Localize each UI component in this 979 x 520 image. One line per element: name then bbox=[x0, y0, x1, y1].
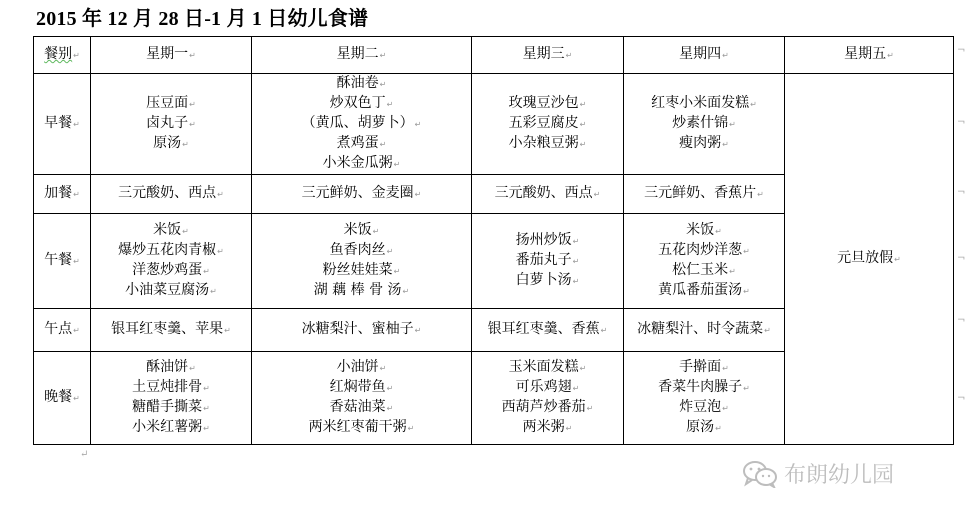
menu-item bbox=[252, 134, 471, 154]
day-header-label: 星期一 bbox=[146, 46, 189, 62]
meal-name-cell bbox=[34, 352, 91, 445]
menu-item bbox=[472, 398, 623, 418]
menu-item bbox=[252, 221, 471, 241]
paragraph-mark: ↵ bbox=[379, 364, 387, 373]
paragraph-mark: ↵ bbox=[750, 100, 757, 109]
menu-cell bbox=[252, 352, 472, 445]
menu-item bbox=[252, 320, 471, 340]
paragraph-mark: ↵ bbox=[572, 257, 580, 266]
cell-end-mark: ¬ bbox=[957, 253, 966, 264]
menu-cell bbox=[252, 175, 472, 214]
paragraph-mark: ↵ bbox=[189, 51, 196, 60]
watermark-text: 布朗幼儿园 bbox=[784, 463, 895, 488]
menu-item bbox=[472, 358, 623, 378]
paragraph-mark: ↵ bbox=[217, 190, 224, 199]
menu-cell bbox=[624, 309, 785, 352]
menu-item bbox=[252, 154, 471, 174]
paragraph-mark: ↵ bbox=[887, 51, 894, 60]
paragraph-mark: ↵ bbox=[203, 267, 210, 276]
menu-item-text: 米饭 bbox=[153, 222, 182, 238]
menu-item bbox=[624, 281, 784, 301]
menu-item bbox=[624, 320, 784, 340]
meal-name: 午点 bbox=[44, 321, 73, 337]
paragraph-mark: ↵ bbox=[586, 404, 594, 413]
menu-item-text: 红枣小米面发糕 bbox=[651, 95, 750, 111]
menu-item bbox=[252, 94, 471, 114]
menu-item-text: 玉米面发糕 bbox=[508, 359, 579, 375]
paragraph-mark: ↵ bbox=[572, 277, 580, 286]
menu-item-text: 西葫芦炒番茄 bbox=[501, 399, 586, 415]
corner-cell bbox=[34, 37, 91, 74]
paragraph-mark: ↵ bbox=[73, 394, 80, 403]
menu-item bbox=[624, 241, 784, 261]
menu-cell bbox=[624, 74, 785, 175]
menu-item-text: 三元鲜奶、金麦圈 bbox=[301, 185, 414, 201]
menu-item-text: 三元酸奶、西点 bbox=[118, 185, 217, 201]
menu-item bbox=[472, 320, 623, 340]
day-header-label: 星期四 bbox=[679, 46, 722, 62]
menu-item-text: 冰糖梨汁、蜜柚子 bbox=[301, 321, 414, 337]
paragraph-mark: ↵ bbox=[579, 120, 587, 129]
menu-item bbox=[91, 134, 251, 154]
menu-item bbox=[91, 398, 251, 418]
menu-item bbox=[624, 134, 784, 154]
cell-end-mark: ¬ bbox=[957, 187, 966, 198]
paragraph-mark: ↵ bbox=[386, 384, 394, 393]
paragraph-mark: ↵ bbox=[402, 287, 410, 296]
menu-item bbox=[252, 261, 471, 281]
menu-item-text: 炸豆泡 bbox=[679, 399, 722, 415]
menu-item bbox=[624, 221, 784, 241]
menu-item-text: 粉丝娃娃菜 bbox=[322, 262, 393, 278]
menu-item bbox=[252, 418, 471, 438]
menu-cell bbox=[252, 214, 472, 309]
menu-item bbox=[91, 261, 251, 281]
paragraph-mark: ↵ bbox=[80, 449, 89, 460]
paragraph-mark: ↵ bbox=[414, 326, 422, 335]
paragraph-mark: ↵ bbox=[743, 384, 750, 393]
menu-item-text: 酥油饼 bbox=[146, 359, 189, 375]
menu-item-text: 五花肉炒洋葱 bbox=[658, 242, 743, 258]
paragraph-mark: ↵ bbox=[565, 51, 573, 60]
meal-name: 早餐 bbox=[44, 115, 73, 131]
menu-item bbox=[252, 184, 471, 204]
meal-name: 加餐 bbox=[44, 185, 73, 201]
paragraph-mark: ↵ bbox=[407, 424, 415, 433]
menu-item bbox=[624, 184, 784, 204]
day-header bbox=[785, 37, 954, 74]
meal-name: 午餐 bbox=[44, 252, 73, 268]
menu-cell bbox=[624, 175, 785, 214]
menu-item-text: （黄瓜、胡萝卜） bbox=[301, 115, 414, 131]
paragraph-mark: ↵ bbox=[579, 364, 587, 373]
menu-item-text: 土豆炖排骨 bbox=[132, 379, 203, 395]
paragraph-mark: ↵ bbox=[593, 190, 601, 199]
paragraph-mark: ↵ bbox=[722, 140, 729, 149]
menu-item-text: 炒素什锦 bbox=[672, 115, 729, 131]
menu-cell bbox=[91, 175, 252, 214]
menu-cell bbox=[472, 214, 624, 309]
meal-name-cell bbox=[34, 175, 91, 214]
cell-end-mark: ¬ bbox=[957, 45, 966, 56]
menu-item-text: 玫瑰豆沙包 bbox=[508, 95, 579, 111]
menu-item bbox=[91, 114, 251, 134]
menu-item bbox=[624, 261, 784, 281]
menu-item-text: 卤丸子 bbox=[146, 115, 189, 131]
paragraph-mark: ↵ bbox=[722, 364, 729, 373]
menu-item bbox=[472, 184, 623, 204]
menu-cell bbox=[472, 309, 624, 352]
menu-item-text: 米饭 bbox=[343, 222, 372, 238]
header-row bbox=[34, 37, 954, 74]
menu-item-text: 小米红薯粥 bbox=[132, 419, 203, 435]
menu-item-text: 三元酸奶、西点 bbox=[494, 185, 593, 201]
menu-item bbox=[472, 378, 623, 398]
menu-item bbox=[91, 184, 251, 204]
paragraph-mark: ↵ bbox=[224, 326, 231, 335]
menu-item bbox=[91, 378, 251, 398]
menu-item bbox=[472, 251, 623, 271]
menu-item bbox=[91, 418, 251, 438]
menu-item-text: 可乐鸡翅 bbox=[515, 379, 572, 395]
menu-cell bbox=[624, 352, 785, 445]
menu-item-text: 湖 藕 棒 骨 汤 bbox=[313, 282, 402, 298]
cell-end-mark: ¬ bbox=[957, 315, 966, 326]
wechat-icon bbox=[742, 460, 778, 488]
menu-item-text: 番茄丸子 bbox=[515, 252, 572, 268]
menu-item bbox=[624, 378, 784, 398]
paragraph-mark: ↵ bbox=[379, 80, 387, 89]
menu-item-text: 小油菜豆腐汤 bbox=[125, 282, 210, 298]
paragraph-mark: ↵ bbox=[894, 255, 901, 264]
menu-item-text: 洋葱炒鸡蛋 bbox=[132, 262, 203, 278]
menu-item-text: 小杂粮豆粥 bbox=[508, 135, 579, 151]
menu-item bbox=[624, 418, 784, 438]
cell-end-mark: ¬ bbox=[957, 393, 966, 404]
menu-item-text: 冰糖梨汁、时令蔬菜 bbox=[637, 321, 764, 337]
day-header bbox=[624, 37, 785, 74]
day-header bbox=[252, 37, 472, 74]
paragraph-mark: ↵ bbox=[189, 100, 196, 109]
paragraph-mark: ↵ bbox=[73, 120, 80, 129]
menu-item-text: 煮鸡蛋 bbox=[336, 135, 379, 151]
paragraph-mark: ↵ bbox=[729, 267, 736, 276]
paragraph-mark: ↵ bbox=[73, 326, 80, 335]
menu-item-text: 扬州炒饭 bbox=[515, 232, 572, 248]
menu-item-text: 米饭 bbox=[686, 222, 715, 238]
menu-item-text: 两米粥 bbox=[522, 419, 565, 435]
holiday-label: 元旦放假 bbox=[837, 250, 894, 266]
paragraph-mark: ↵ bbox=[189, 120, 196, 129]
menu-item-text: 小米金瓜粥 bbox=[322, 155, 393, 171]
menu-cell bbox=[472, 175, 624, 214]
paragraph-mark: ↵ bbox=[715, 424, 722, 433]
menu-item-text: 压豆面 bbox=[146, 95, 189, 111]
paragraph-mark: ↵ bbox=[743, 287, 750, 296]
corner-label: 餐别 bbox=[44, 46, 73, 62]
menu-item-text: 香菜牛肉臊子 bbox=[658, 379, 743, 395]
menu-item bbox=[252, 378, 471, 398]
menu-item-text: 五彩豆腐皮 bbox=[508, 115, 579, 131]
menu-item-text: 银耳红枣羹、香蕉 bbox=[487, 321, 600, 337]
paragraph-mark: ↵ bbox=[764, 326, 771, 335]
menu-item bbox=[91, 221, 251, 241]
menu-item-text: 黄瓜番茄蛋汤 bbox=[658, 282, 743, 298]
menu-item bbox=[252, 398, 471, 418]
menu-item-text: 三元鲜奶、香蕉片 bbox=[644, 185, 757, 201]
paragraph-mark: ↵ bbox=[715, 227, 722, 236]
menu-item bbox=[252, 358, 471, 378]
paragraph-mark: ↵ bbox=[182, 227, 189, 236]
paragraph-mark: ↵ bbox=[203, 424, 210, 433]
meal-name-cell bbox=[34, 74, 91, 175]
menu-item-text: 原汤 bbox=[686, 419, 715, 435]
menu-cell bbox=[472, 352, 624, 445]
menu-cell bbox=[91, 309, 252, 352]
paragraph-mark: ↵ bbox=[73, 51, 80, 60]
menu-item bbox=[472, 271, 623, 291]
paragraph-mark: ↵ bbox=[572, 237, 580, 246]
paragraph-mark: ↵ bbox=[579, 100, 587, 109]
paragraph-mark: ↵ bbox=[379, 51, 387, 60]
menu-item-text: 瘦肉粥 bbox=[679, 135, 722, 151]
paragraph-mark: ↵ bbox=[379, 140, 387, 149]
cell-end-mark: ¬ bbox=[957, 117, 966, 128]
paragraph-mark: ↵ bbox=[565, 424, 573, 433]
menu-cell bbox=[252, 309, 472, 352]
page-title: 2015 年 12 月 28 日-1 月 1 日幼儿食谱 bbox=[36, 8, 369, 30]
menu-item bbox=[91, 358, 251, 378]
paragraph-mark: ↵ bbox=[722, 404, 729, 413]
menu-cell bbox=[624, 214, 785, 309]
menu-item bbox=[91, 241, 251, 261]
paragraph-mark: ↵ bbox=[203, 384, 210, 393]
menu-item-text: 红焖带鱼 bbox=[329, 379, 386, 395]
day-header-label: 星期三 bbox=[522, 46, 565, 62]
watermark bbox=[742, 458, 894, 489]
menu-item-text: 松仁玉米 bbox=[672, 262, 729, 278]
paragraph-mark: ↵ bbox=[386, 100, 394, 109]
paragraph-mark: ↵ bbox=[393, 160, 401, 169]
menu-item-text: 酥油卷 bbox=[336, 75, 379, 91]
paragraph-mark: ↵ bbox=[729, 120, 736, 129]
menu-cell bbox=[252, 74, 472, 175]
menu-item-text: 白萝卜汤 bbox=[515, 272, 572, 288]
menu-item bbox=[624, 94, 784, 114]
menu-cell bbox=[472, 74, 624, 175]
paragraph-mark: ↵ bbox=[73, 257, 80, 266]
paragraph-mark: ↵ bbox=[414, 190, 422, 199]
paragraph-mark: ↵ bbox=[386, 247, 394, 256]
menu-item bbox=[472, 94, 623, 114]
menu-item-text: 香菇油菜 bbox=[329, 399, 386, 415]
menu-item bbox=[624, 114, 784, 134]
meal-row bbox=[34, 74, 954, 175]
menu-item-text: 糖醋手撕菜 bbox=[132, 399, 203, 415]
menu-item bbox=[472, 231, 623, 251]
meal-name-cell bbox=[34, 214, 91, 309]
paragraph-mark: ↵ bbox=[386, 404, 394, 413]
menu-item bbox=[252, 241, 471, 261]
paragraph-mark: ↵ bbox=[210, 287, 217, 296]
menu-item bbox=[91, 94, 251, 114]
paragraph-mark: ↵ bbox=[743, 247, 750, 256]
menu-item-text: 鱼香肉丝 bbox=[329, 242, 386, 258]
menu-item-text: 小油饼 bbox=[336, 359, 379, 375]
meal-name-cell bbox=[34, 309, 91, 352]
menu-item-text: 两米红枣葡干粥 bbox=[308, 419, 407, 435]
paragraph-mark: ↵ bbox=[393, 267, 401, 276]
menu-item-text: 银耳红枣羹、苹果 bbox=[111, 321, 224, 337]
menu-cell bbox=[91, 74, 252, 175]
menu-item bbox=[472, 134, 623, 154]
day-header-label: 星期五 bbox=[844, 46, 887, 62]
menu-item bbox=[472, 418, 623, 438]
paragraph-mark: ↵ bbox=[572, 384, 580, 393]
menu-item bbox=[91, 320, 251, 340]
day-header bbox=[472, 37, 624, 74]
menu-item bbox=[252, 281, 471, 301]
paragraph-mark: ↵ bbox=[182, 140, 189, 149]
paragraph-mark: ↵ bbox=[217, 247, 224, 256]
paragraph-mark: ↵ bbox=[579, 140, 587, 149]
menu-item bbox=[91, 281, 251, 301]
day-header bbox=[91, 37, 252, 74]
menu-cell bbox=[91, 352, 252, 445]
paragraph-mark: ↵ bbox=[203, 404, 210, 413]
menu-item bbox=[252, 74, 471, 94]
paragraph-mark: ↵ bbox=[372, 227, 380, 236]
menu-item bbox=[624, 358, 784, 378]
paragraph-mark: ↵ bbox=[189, 364, 196, 373]
menu-item-text: 手擀面 bbox=[679, 359, 722, 375]
menu-item bbox=[624, 398, 784, 418]
day-header-label: 星期二 bbox=[336, 46, 379, 62]
menu-item-text: 原汤 bbox=[153, 135, 182, 151]
paragraph-mark: ↵ bbox=[600, 326, 608, 335]
menu-cell bbox=[91, 214, 252, 309]
paragraph-mark: ↵ bbox=[722, 51, 729, 60]
menu-table bbox=[33, 36, 954, 445]
menu-item bbox=[252, 114, 471, 134]
menu-item bbox=[472, 114, 623, 134]
meal-name: 晚餐 bbox=[44, 389, 73, 405]
paragraph-mark: ↵ bbox=[414, 120, 422, 129]
menu-item-text: 炒双色丁 bbox=[329, 95, 386, 111]
holiday-cell bbox=[785, 74, 954, 445]
paragraph-mark: ↵ bbox=[73, 190, 80, 199]
menu-item-text: 爆炒五花肉青椒 bbox=[118, 242, 217, 258]
paragraph-mark: ↵ bbox=[757, 190, 764, 199]
